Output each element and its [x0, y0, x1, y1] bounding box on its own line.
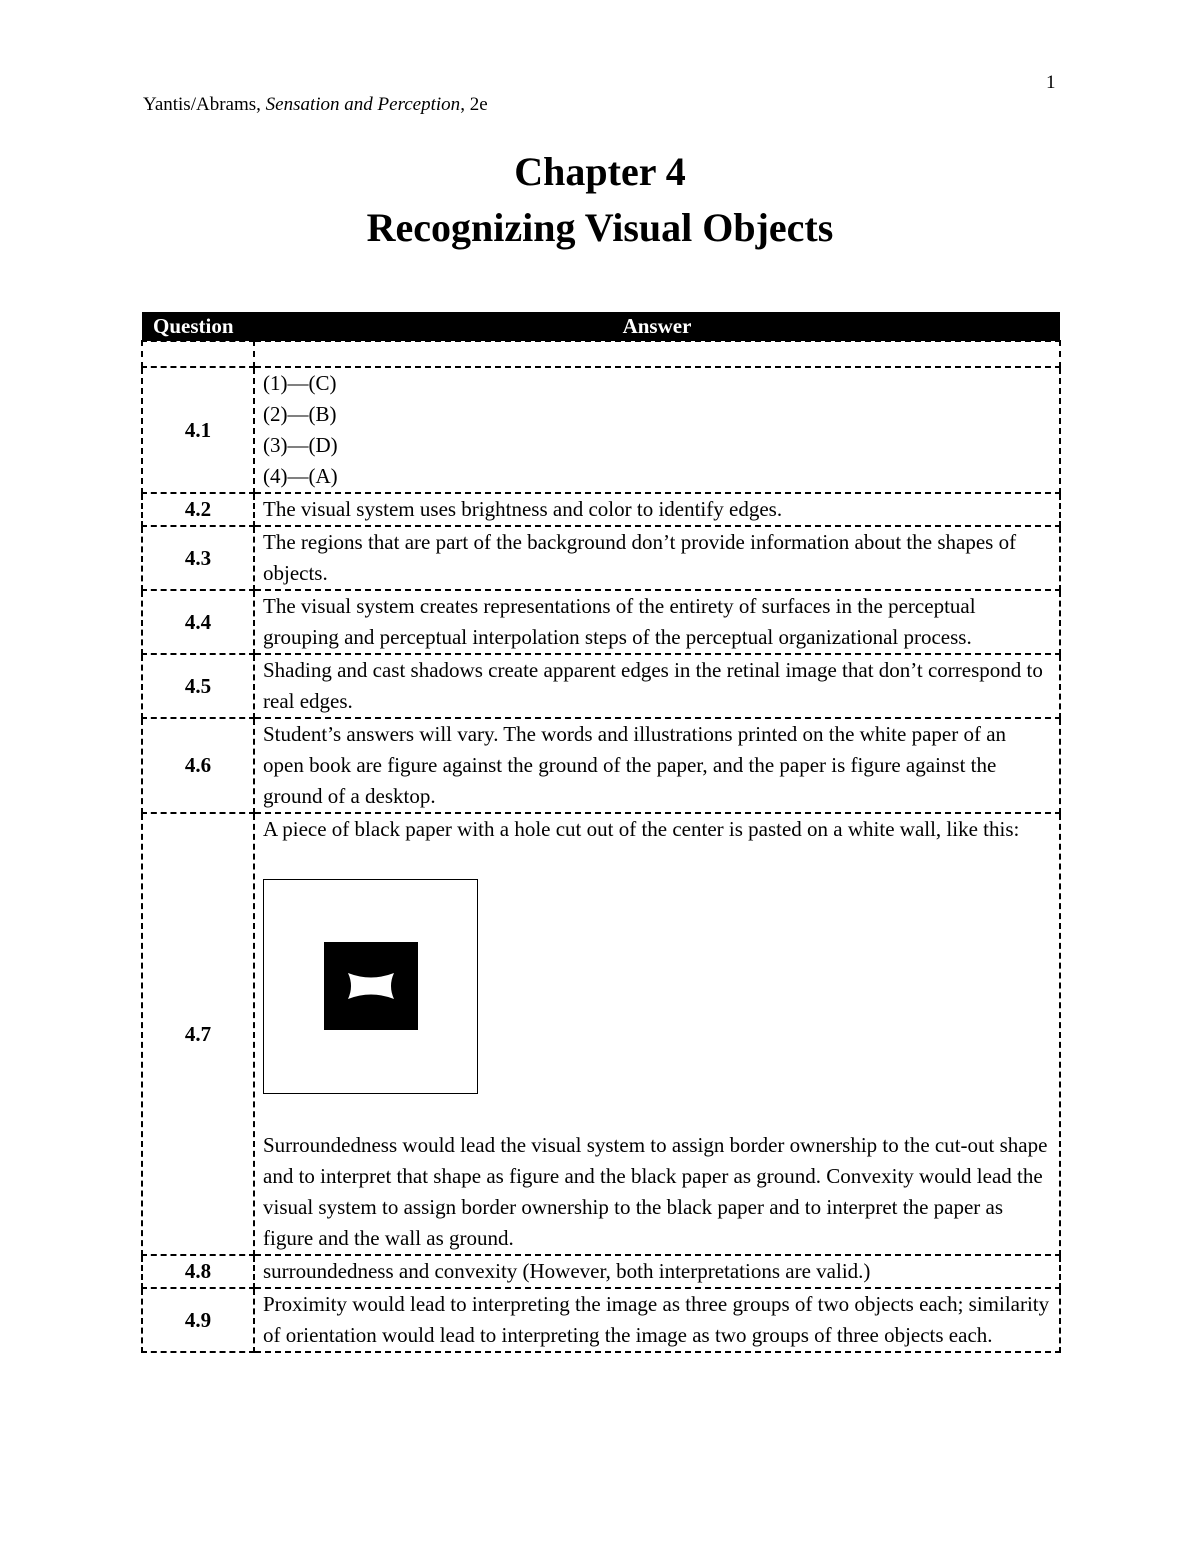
- answer-cell: [254, 367, 1060, 493]
- answer-text: surroundedness and convexity (However, both interpretations are valid.): [254, 1255, 1060, 1288]
- answer-intro: A piece of black paper with a hole cut out of the center is pasted on a white wall, like this:: [263, 817, 1020, 841]
- answer-text: Proximity would lead to interpreting the image as three groups of two objects each; similarity of orientation would lead to interpreting the image as two groups of three objects each.: [254, 1288, 1060, 1352]
- blank-row: [142, 341, 1060, 367]
- answer-text: The visual system uses brightness and color to identify edges.: [254, 493, 1060, 526]
- table-header-row: [142, 312, 1060, 341]
- chapter-title: Chapter 4: [514, 149, 686, 194]
- table-row: [142, 654, 1060, 718]
- question-number: 4.3: [142, 526, 254, 590]
- figure-white-wall: [263, 879, 478, 1094]
- question-number: 4.4: [142, 590, 254, 654]
- question-number: 4.9: [142, 1288, 254, 1352]
- answer-table: [141, 312, 1061, 1353]
- answer-text: The regions that are part of the background don’t provide information about the shapes of objects.: [254, 526, 1060, 590]
- chapter-subtitle: Recognizing Visual Objects: [366, 205, 834, 250]
- question-number: 4.1: [142, 367, 254, 493]
- table-row: [142, 526, 1060, 590]
- table-row: [142, 813, 1060, 1255]
- table-row: [142, 367, 1060, 493]
- answer-text: The visual system creates representations of the entirety of surfaces in the perceptual grouping and perceptual interpolation steps of the perceptual organizational process.: [254, 590, 1060, 654]
- match-line: (4)—(A): [263, 464, 338, 488]
- header-edition: , 2e: [460, 94, 488, 115]
- page-number: 1: [1046, 72, 1056, 93]
- blank-answer-cell: [254, 341, 1060, 367]
- question-number: 4.5: [142, 654, 254, 718]
- match-line: (2)—(B): [263, 402, 337, 426]
- table-row: [142, 1255, 1060, 1288]
- answer-column-header: Answer: [254, 312, 1060, 341]
- match-line: (1)—(C): [263, 371, 337, 395]
- answer-cell: [254, 813, 1060, 1255]
- question-number: 4.8: [142, 1255, 254, 1288]
- table-row: [142, 1288, 1060, 1352]
- blank-question-cell: [142, 341, 254, 367]
- running-header: [143, 94, 488, 116]
- question-number: 4.6: [142, 718, 254, 813]
- question-number: 4.7: [142, 813, 254, 1255]
- answer-text: Shading and cast shadows create apparent edges in the retinal image that don’t correspond to real edges.: [254, 654, 1060, 718]
- figure-cutout-shape: [344, 970, 398, 1002]
- table-row: [142, 718, 1060, 813]
- question-number: 4.2: [142, 493, 254, 526]
- figure-black-paper: [324, 942, 418, 1030]
- answer-text: Student’s answers will vary. The words and illustrations printed on the white paper of an open book are figure against the ground of the paper, and the paper is figure against the ground of a desktop.: [254, 718, 1060, 813]
- answer-explanation: Surroundedness would lead the visual system to assign border ownership to the cut-out shape and to interpret that shape as figure and the black paper as ground. Convexity would lead the visual system to assign border ownership to the black paper and to interpret the paper as figure and the wall as ground.: [263, 1133, 1048, 1250]
- header-author: Yantis/Abrams,: [143, 94, 266, 115]
- match-line: (3)—(D): [263, 433, 338, 457]
- title-block: [0, 144, 1200, 256]
- question-column-header: Question: [142, 312, 254, 341]
- header-book-title: Sensation and Perception: [265, 94, 461, 115]
- table-row: [142, 590, 1060, 654]
- table-row: [142, 493, 1060, 526]
